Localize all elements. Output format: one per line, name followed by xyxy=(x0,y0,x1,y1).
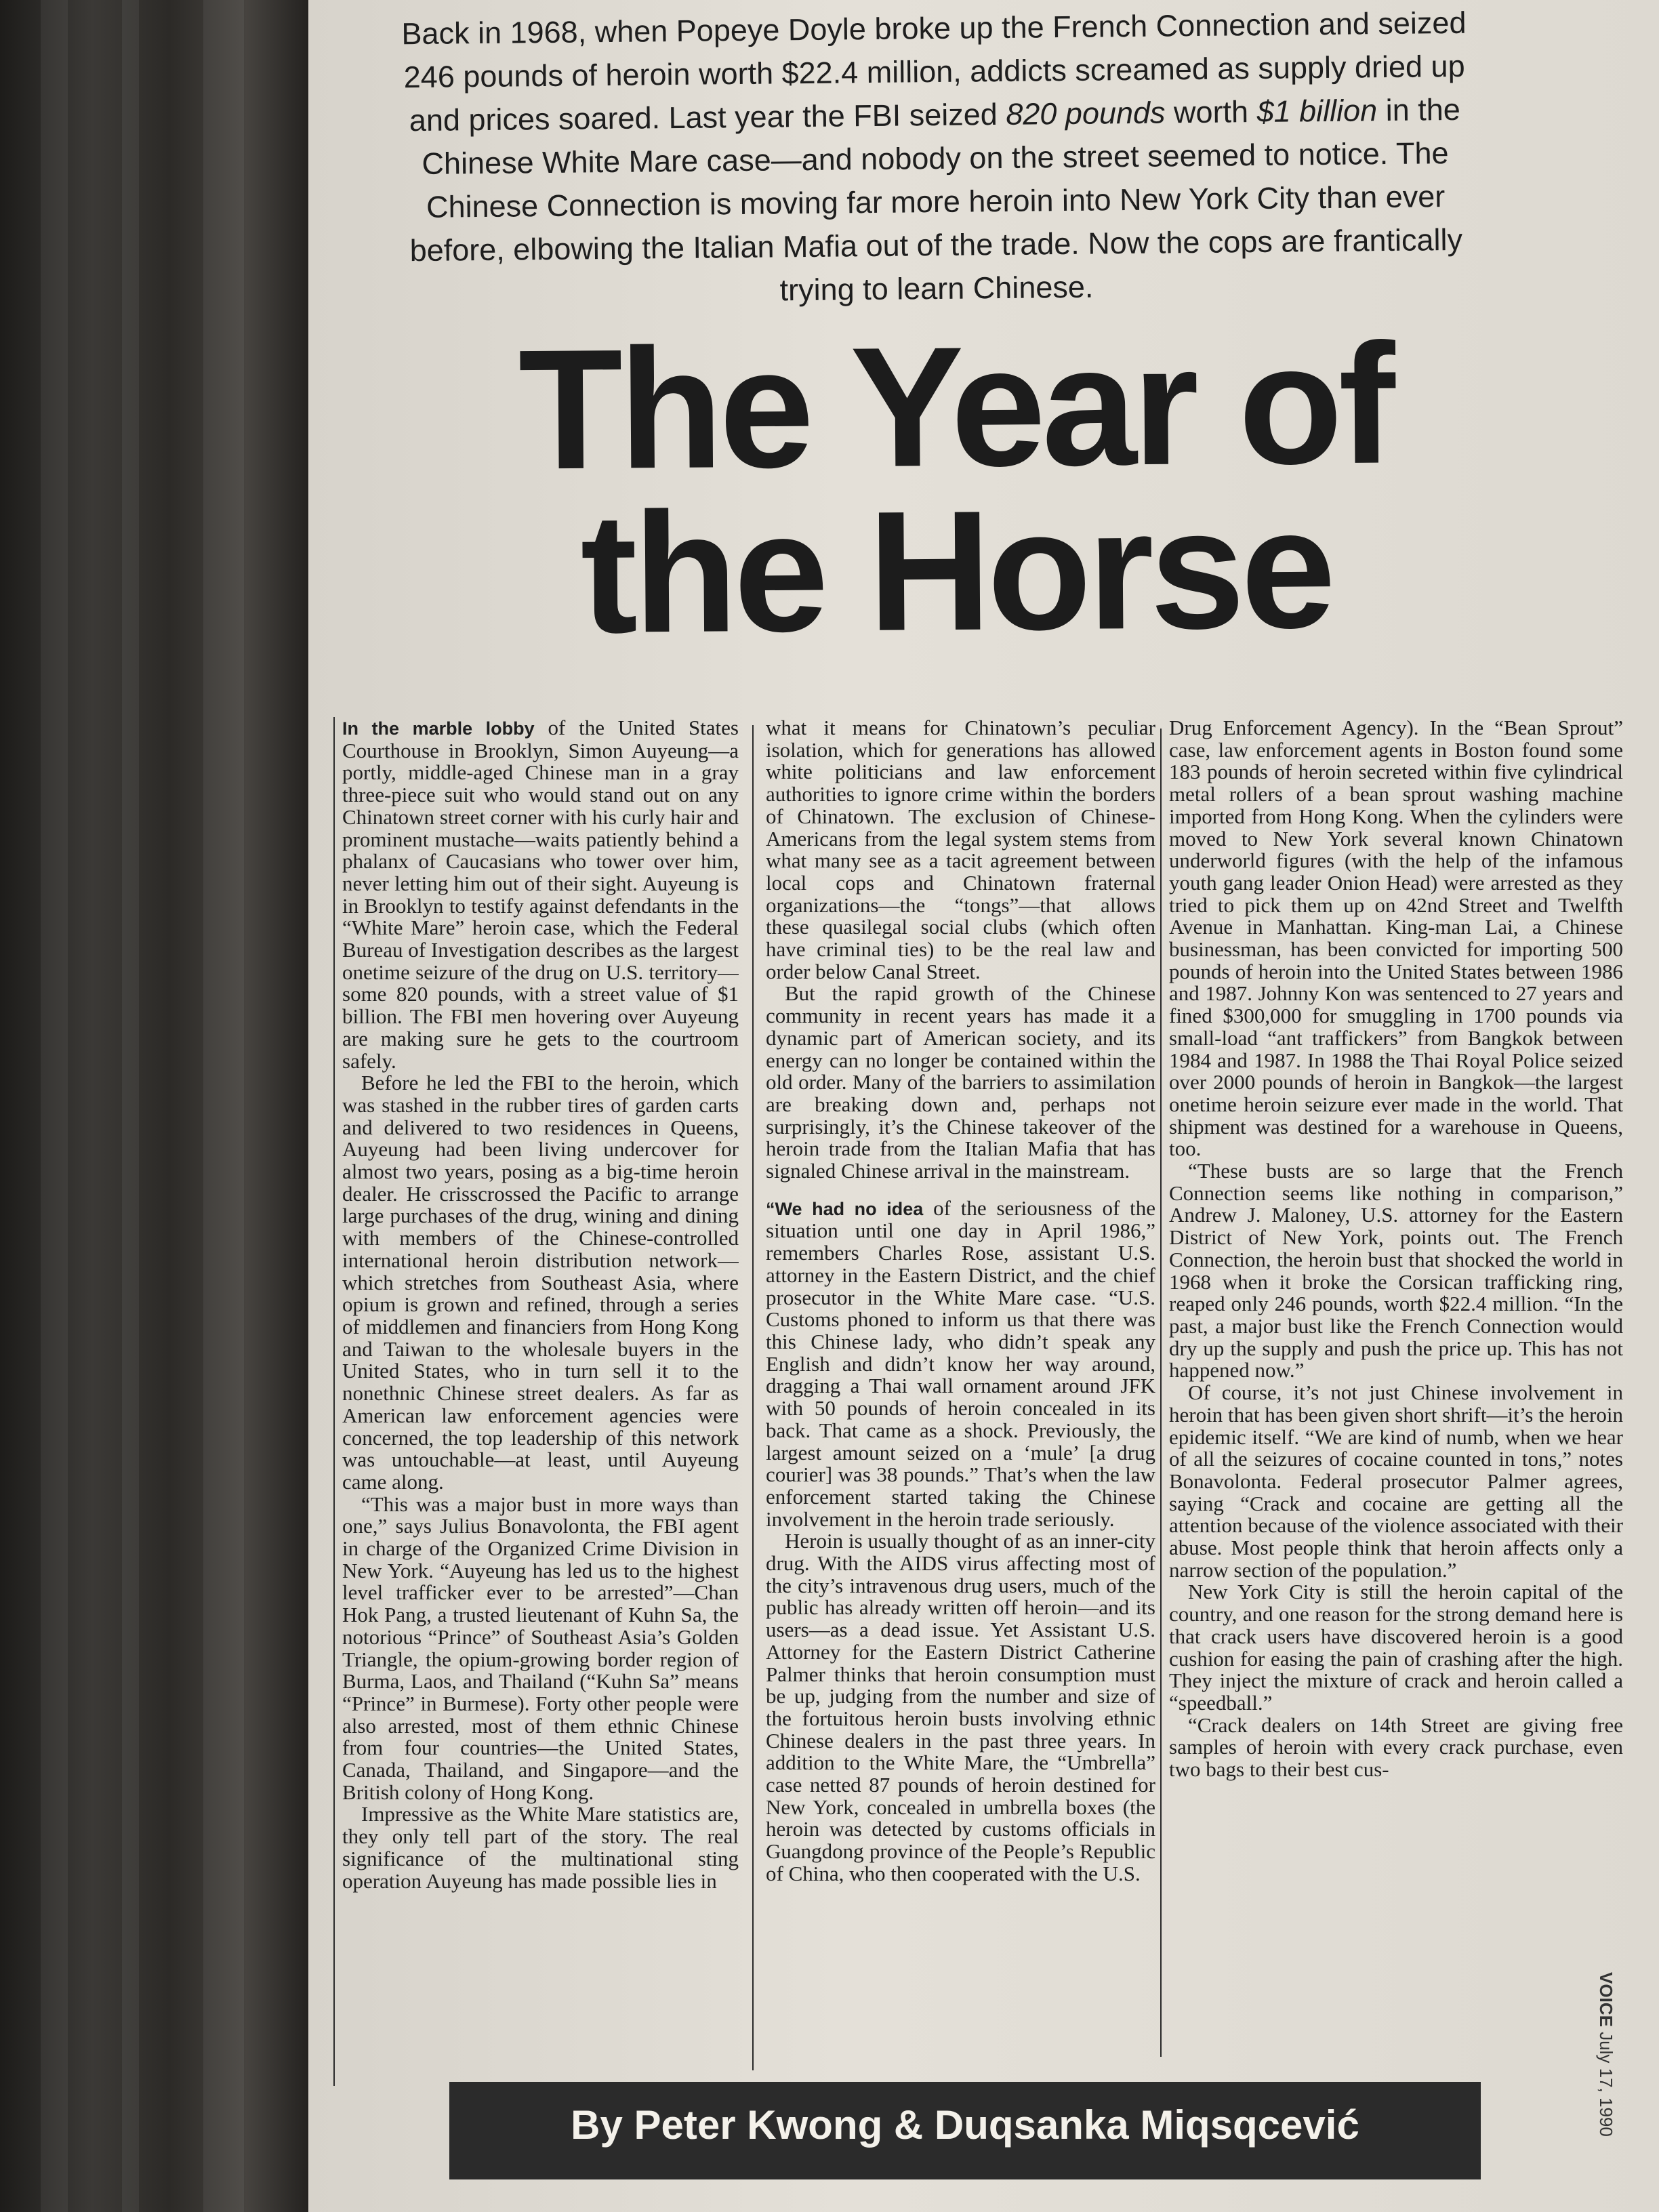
paragraph: “These busts are so large that the French Connection seems like nothing in comparison,” Andrew J. Maloney, U.S. attorney for the Eastern District of New York, points out. The French Connection, the heroin bust that shocked the world in 1968 when it broke the Corsican trafficking ring, reaped only 246 pounds, worth $22.4 million. “In the past, a major bust like the French Connection would dry up the supply and push the price up. This has not happened now.” xyxy=(1169,1159,1623,1382)
deck-emphasis-1: 820 pounds xyxy=(1006,95,1166,131)
paragraph: of the United States Courthouse in Brooklyn, Simon Auyeung—a portly, middle-aged Chinese man in a gray three-piece suit who would stand out on any Chinatown street corner with his curly hair and prominent mustache—waits patiently behind a phalanx of Caucasians who tower over him, never letting him out of their sight. Auyeung is in Brooklyn to testify against defendants in the “White Mare” heroin case, which the Federal Bureau of Investigation describes as the largest onetime seizure of the drug on U.S. territory—some 820 pounds, with a street value of $1 billion. The FBI men hovering over Auyeung are making sure he gets to the courtroom safely. xyxy=(342,717,739,1073)
deck-text-2: worth xyxy=(1165,94,1257,130)
paragraph: of the seriousness of the situation until one day in April 1986,” remembers Charles Rose, assistant U.S. attorney in the Eastern District, and the chief prosecutor in the White Mare case. “U.S. Customs phoned to inform us that there was this Chinese lady, who didn’t speak any English and didn’t know her way around, dragging a Thai wall ornament around JFK with 50 pounds of heroin concealed in its back. That came as a shock. Previously, the largest amount seized on a ‘mule’ [a drug courier] was 38 pounds.” That’s when the law enforcement started taking the Chinese involvement in the heroin trade seriously. xyxy=(766,1195,1155,1531)
column-rule-left xyxy=(333,717,335,2086)
paragraph: Before he led the FBI to the heroin, which was stashed in the rubber tires of garden carts and delivered to two residences in Queens, Auyeung had been living undercover for almost two years, posing as a big-time heroin dealer. He crisscrossed the Pacific to arrange large purchases of the drug, wining and dining with members of the Chinese-controlled international heroin distribution network—which stretches from Southeast Asia, where opium is grown and refined, through a series of middlemen and financiers from Hong Kong and Taiwan to the wholesale buyers in the United States, who in turn sell it to the nonethnic Chinese street dealers. As far as American law enforcement agencies were concerned, the top leadership of this network was untouchable—at least, until Auyeung came along. xyxy=(342,1071,739,1494)
byline: By Peter Kwong & Duqsanka Miqsqcević xyxy=(571,2102,1359,2148)
paragraph: But the rapid growth of the Chinese community in recent years has made it a dynamic part of American society, and its energy can no longer be contained within the old order. Many of the barriers to assimilation are breaking down and, perhaps not surprisingly, it’s the Chinese takeover of the heroin trade from the Italian Mafia that has signaled Chinese arrival in the mainstream. xyxy=(766,981,1155,1183)
article-column-3 xyxy=(1169,717,1623,2066)
folio-publication: VOICE xyxy=(1596,1972,1616,2027)
lead-in-1: In the marble lobby xyxy=(342,718,535,739)
deck-text-1: Back in 1968, when Popeye Doyle broke up the French Connection and seized 246 pounds of heroin worth $22.4 million, addicts screamed as supply dried up and prices soared. Last year the FBI seized xyxy=(401,5,1467,138)
paragraph: New York City is still the heroin capital of the country, and one reason for the strong demand here is that crack users have discovered heroin is a good cushion for easing the pain of crashing after the high. They inject the mixture of crack and heroin called a “speedball.” xyxy=(1169,1580,1623,1715)
left-page-photo xyxy=(0,0,308,2212)
lead-in-2: “We had no idea xyxy=(766,1198,924,1219)
paragraph: Drug Enforcement Agency). In the “Bean Sprout” case, law enforcement agents in Boston found some 183 pounds of heroin secreted within five cylindrical metal rollers of a bean sprout washing machine imported from Hong Kong. When the cylinders were moved to New York several known Chinatown underworld figures (with the help of the infamous youth gang leader Onion Head) were arrested as they tried to pick them up on 42nd Street and Twelfth Avenue in Manhattan. King-man Lai, a Chinese businessman, has been convicted for importing 500 pounds of heroin into the United States between 1986 and 1987. Johnny Kon was sentenced to 27 years and fined $300,000 for smuggling in 1700 pounds via small-load “ant traffickers” from Bangkok between 1984 and 1987. In 1988 the Thai Royal Police seized over 2000 pounds of heroin in Bangkok—the largest onetime heroin seizure ever made in the world. That shipment was destined for a warehouse in Queens, too. xyxy=(1169,717,1623,1161)
article-column-2 xyxy=(766,717,1155,2066)
folio-date: July 17, 1990 xyxy=(1596,2032,1616,2137)
paragraph: “Crack dealers on 14th Street are giving free samples of heroin with every crack purchase, even two bags to their best cus- xyxy=(1169,1713,1623,1782)
paragraph: what it means for Chinatown’s peculiar isolation, which for generations has allowed white politicians and law enforcement authorities to ignore crime within the borders of Chinatown. The exclusion of Chinese-Americans from the legal system stems from what many see as a tacit agreement between local cops and Chinatown fraternal organizations—the “tongs”—that allows these quasilegal social clubs (which often have criminal ties) to be the real law and order below Canal Street. xyxy=(766,717,1155,983)
article-deck xyxy=(395,1,1476,316)
deck-emphasis-2: $1 billion xyxy=(1256,93,1378,129)
column-rule-2 xyxy=(1160,729,1162,2057)
headline-line-2: the Horse xyxy=(579,473,1332,669)
headline-line-1: The Year of xyxy=(518,308,1393,506)
article-headline xyxy=(378,308,1532,669)
deck-text-3: in the Chinese White Mare case—and nobody on the street seemed to notice. The Chinese Connection is moving far more heroin into New York City than ever before, elbowing the Italian Mafia out of the trade. Now the cops are frantically trying to learn Chinese. xyxy=(409,91,1463,308)
paragraph: Impressive as the White Mare statistics are, they only tell part of the story. The real significance of the multinational sting operation Auyeung has made possible lies in xyxy=(342,1802,739,1893)
column-rule-1 xyxy=(752,725,754,2070)
paragraph: Heroin is usually thought of as an inner-city drug. With the AIDS virus affecting most of the city’s intravenous drug users, much of the public has already written off heroin—and its users—as a dead issue. Yet Assistant U.S. Attorney for the Eastern District Catherine Palmer thinks that heroin consumption must be up, judging from the number and size of the fortuitous heroin busts involving ethnic Chinese dealers in the past three years. In addition to the White Mare, the “Umbrella” case netted 87 pounds of heroin destined for New York, concealed in umbrella boxes (the heroin was detected by customs officials in Guangdong province of the People’s Republic of China, who then cooperated with the U.S. xyxy=(766,1529,1155,1885)
paragraph: Of course, it’s not just Chinese involvement in heroin that has been given short shrift—it’s the heroin epidemic itself. “We are kind of numb, when we hear of all the seizures of cocaine counted in tons,” notes Bonavolonta. Federal prosecutor Palmer agrees, saying “Crack and cocaine are getting all the attention because of the violence associated with their abuse. Most people think that heroin affects only a narrow section of the population.” xyxy=(1169,1380,1623,1582)
article-column-1 xyxy=(342,717,739,2066)
paragraph: “This was a major bust in more ways than one,” says Julius Bonavolonta, the FBI agent in charge of the Organized Crime Division in New York. “Auyeung has led us to the highest level trafficker ever to be arrested”—Chan Hok Pang, a trusted lieutenant of Kuhn Sa, the notorious “Prince” of Southeast Asia’s Golden Triangle, the opium-growing border region of Burma, Laos, and Thailand (“Kuhn Sa” means “Prince” in Burmese). Forty other people were also arrested, most of them ethnic Chinese from four countries—the United States, Canada, Thailand, and Singapore—and the British colony of Hong Kong. xyxy=(342,1492,739,1804)
folio xyxy=(1589,1972,1616,2196)
